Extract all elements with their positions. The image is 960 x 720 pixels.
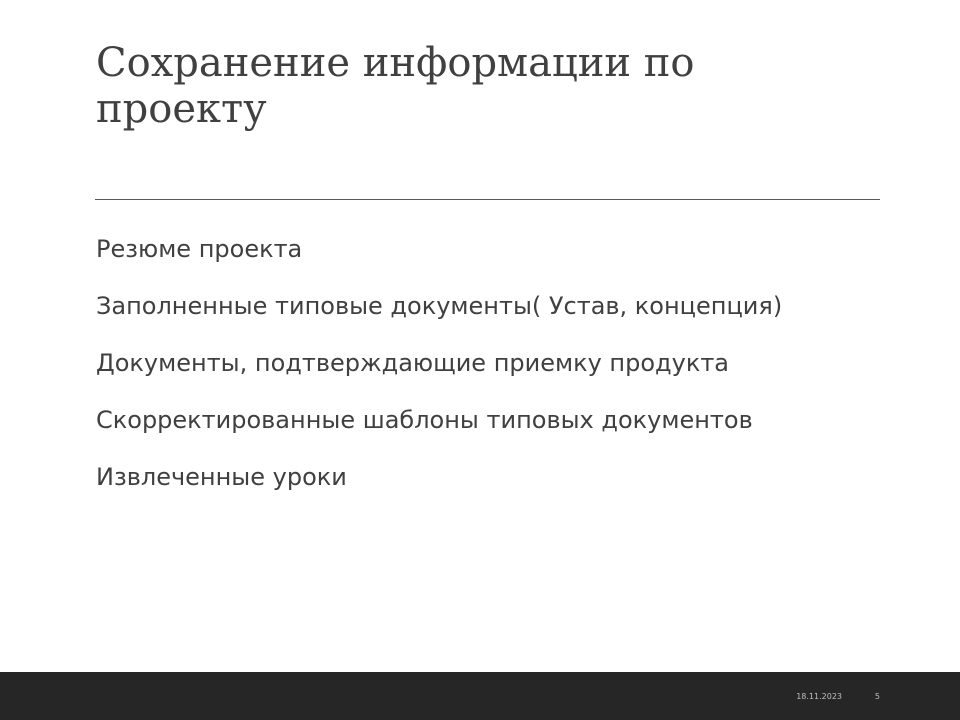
bullet-item: Документы, подтверждающие приемку продукта xyxy=(96,349,730,377)
bullet-item: Заполненные типовые документы( Устав, концепция) xyxy=(96,292,783,320)
footer-bar xyxy=(0,672,960,720)
page-number: 5 xyxy=(874,692,880,701)
footer-date: 18.11.2023 xyxy=(796,692,842,701)
title-divider xyxy=(95,199,880,200)
bullet-list xyxy=(96,228,782,513)
slide-title: Сохранение информации по проекту xyxy=(96,40,695,132)
bullet-item: Извлеченные уроки xyxy=(96,463,347,491)
bullet-item: Скорректированные шаблоны типовых документов xyxy=(96,406,753,434)
bullet-item: Резюме проекта xyxy=(96,235,303,263)
